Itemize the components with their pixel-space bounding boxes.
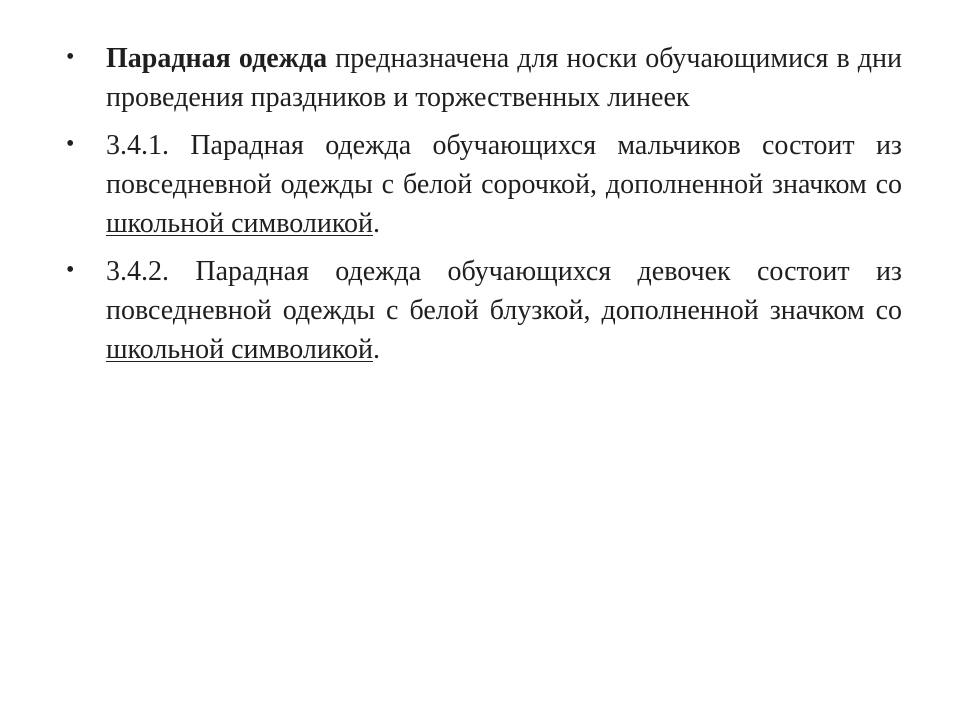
formal-wear-term: Парадная одежда bbox=[106, 43, 328, 74]
bullet-item-formal-wear-purpose bbox=[66, 39, 902, 117]
sentence-end: . bbox=[373, 208, 380, 239]
girls-formal-wear-text: 3.4.2. Парадная одежда обучающихся девочек состоит из повседневной одежды с белой блузкой, дополненной значком со bbox=[106, 256, 902, 326]
bullet-item-girls-formal-wear bbox=[66, 252, 902, 369]
school-symbolics-link: школьной символикой bbox=[106, 334, 373, 365]
bullet-item-boys-formal-wear bbox=[66, 126, 902, 243]
bullet-list bbox=[66, 39, 902, 378]
formal-wear-purpose-text: предназначена для носки обучающимися в дни проведения праздников и торжественных линеек bbox=[106, 43, 902, 113]
sentence-end: . bbox=[373, 334, 380, 365]
bullet-icon: • bbox=[66, 131, 75, 157]
school-symbolics-link: школьной символикой bbox=[106, 208, 373, 239]
boys-formal-wear-text: 3.4.1. Парадная одежда обучающихся мальчиков состоит из повседневной одежды с белой сорочкой, дополненной значком со bbox=[106, 130, 902, 200]
bullet-icon: • bbox=[66, 257, 75, 283]
bullet-icon: • bbox=[66, 44, 75, 70]
